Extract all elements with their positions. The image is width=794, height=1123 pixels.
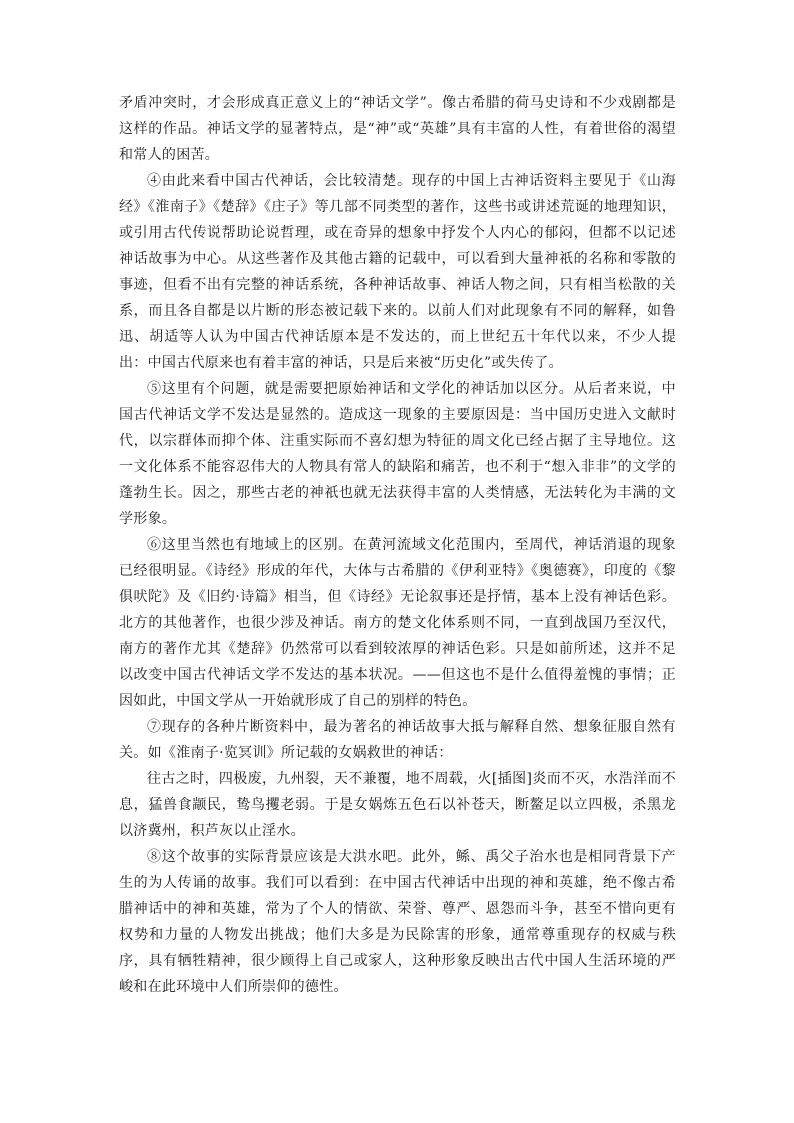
paragraph-7: ⑦现存的各种片断资料中，最为著名的神话故事大抵与解释自然、想象征服自然有关。如《淮南子·览冥训》所记载的女娲救世的神话： (119, 719, 676, 761)
quotation-nuwa: 往古之时，四极废，九州裂，天不兼覆，地不周载，火[插图]炎而不灭，水浩洋而不息，猛兽食颛民，鸷鸟攫老弱。于是女娲炼五色石以补苍天，断鳌足以立四极，杀黑龙以济冀州，积芦灰以止淫水。 (119, 771, 676, 839)
paragraph-6: ⑥这里当然也有地域上的区别。在黄河流域文化范围内，至周代，神话消退的现象已经很明显。《诗经》形成的年代，大体与古希腊的《伊利亚特》《奥德赛》，印度的《黎俱吠陀》及《旧约·诗篇》相当，但《诗经》无论叙事还是抒情，基本上没有神话色彩。北方的其他著作，也很少涉及神话。南方的楚文化体系则不同，一直到战国乃至汉代，南方的著作尤其《楚辞》仍然常可以看到较浓厚的神话色彩。只是如前所述，这并不足以改变中国古代神话文学不发达的基本状况。——但这也不是什么值得羞愧的事情；正因如此，中国文学从一开始就形成了自己的别样的特色。 (119, 537, 676, 709)
paragraph-5: ⑤这里有个问题，就是需要把原始神话和文学化的神话加以区分。从后者来说，中国古代神话文学不发达是显然的。造成这一现象的主要原因是：当中国历史进入文献时代，以宗群体而抑个体、注重实际而不喜幻想为特征的周文化已经占据了主导地位。这一文化体系不能容忍伟大的人物具有常人的缺陷和痛苦，也不利于“想入非非”的文学的蓬勃生长。因之，那些古老的神祇也就无法获得丰富的人类情感，无法转化为丰满的文学形象。 (119, 381, 676, 527)
document-page (119, 90, 676, 1000)
paragraph-8: ⑧这个故事的实际背景应该是大洪水吧。此外，鲧、禹父子治水也是相同背景下产生的为人传诵的故事。我们可以看到：在中国古代神话中出现的神和英雄，绝不像古希腊神话中的神和英雄，常为了个人的情欲、荣誉、尊严、恩怨而斗争，甚至不惜向更有权势和力量的人物发出挑战；他们大多是为民除害的形象，通常尊重现存的权威与秩序，具有牺牲精神，很少顾得上自己或家人，这种形象反映出古代中国人生活环境的严峻和在此环境中人们所崇仰的德性。 (119, 849, 676, 995)
paragraph-4: ④由此来看中国古代神话，会比较清楚。现存的中国上古神话资料主要见于《山海经》《淮南子》《楚辞》《庄子》等几部不同类型的著作，这些书或讲述荒诞的地理知识，或引用古代传说帮助论说哲理，或在奇异的想象中抒发个人内心的郁闷，但都不以记述神话故事为中心。从这些著作及其他古籍的记载中，可以看到大量神祇的名称和零散的事迹，但看不出有完整的神话系统，各种神话故事、神话人物之间，只有相当松散的关系，而且各自都是以片断的形态被记载下来的。以前人们对此现象有不同的解释，如鲁迅、胡适等人认为中国古代神话原本是不发达的，而上世纪五十年代以来，不少人提出：中国古代原来也有着丰富的神话，只是后来被“历史化”或失传了。 (119, 173, 676, 371)
paragraph-continued: 矛盾冲突时，才会形成真正意义上的“神话文学”。像古希腊的荷马史诗和不少戏剧都是这样的作品。神话文学的显著特点，是“神”或“英雄”具有丰富的人性，有着世俗的渴望和常人的困苦。 (119, 95, 676, 163)
